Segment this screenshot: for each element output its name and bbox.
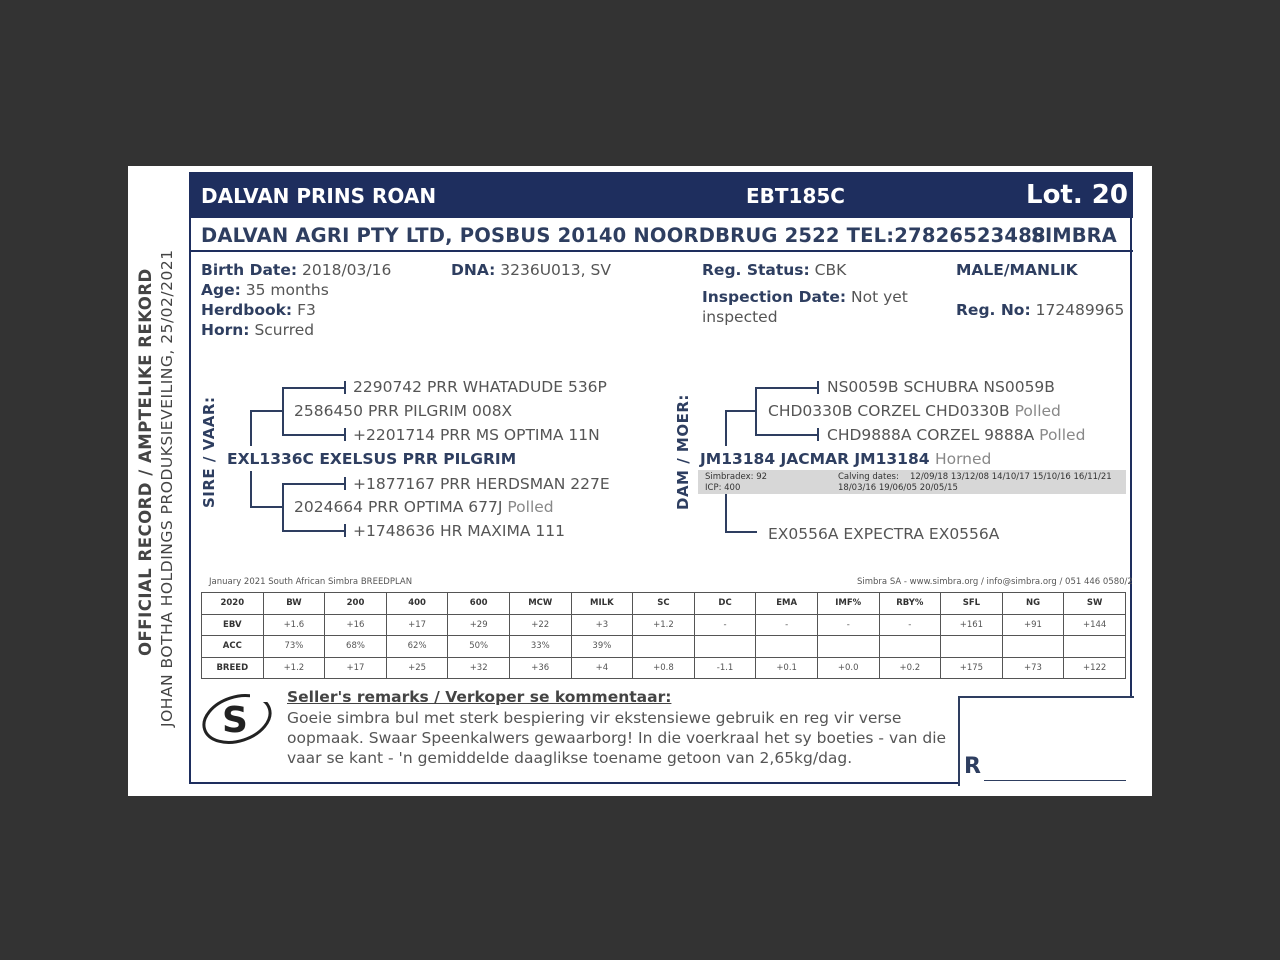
age: Age: 35 months [201, 281, 329, 299]
sire-label: SIRE / VAAR: [200, 396, 218, 508]
owner-row [189, 218, 1133, 252]
price-line [984, 780, 1126, 781]
lot-number: Lot. 20 [1026, 180, 1128, 210]
sire-sire: 2586450 PRR PILGRIM 008X [294, 402, 513, 420]
breed-avg-row: BREED +1.2 +17 +25 +32 +36 +4 +0.8 -1.1 +0.1 +0.0 +0.2 +175 +73 +122 [202, 657, 1126, 679]
auction-title-text: JOHAN BOTHA HOLDINGS PRODUKSIEVEILING, 25/02/2021 [158, 249, 176, 727]
sire-dam: 2024664 PRR OPTIMA 677J Polled [294, 498, 554, 516]
ebv-header-row: 2020 BW 200 400 600 MCW MILK SC DC EMA IMF% RBY% SFL NG SW [202, 593, 1126, 615]
calving-label: Calving dates: [838, 472, 899, 482]
title-bar [189, 172, 1133, 218]
dam-sire-sire: NS0059B SCHUBRA NS0059B [827, 378, 1055, 396]
dam-dam: EX0556A EXPECTRA EX0556A [768, 525, 1000, 543]
lot-card [128, 166, 1152, 796]
owner-details: DALVAN AGRI PTY LTD, POSBUS 20140 NOORDBRUG 2522 TEL:27826523488 [201, 224, 1046, 247]
herdbook: Herdbook: F3 [201, 301, 316, 319]
remarks-title: Seller's remarks / Verkoper se kommentaar: [287, 688, 672, 706]
simbra-logo-icon [200, 688, 274, 748]
inspection-date: Inspection Date: Not yet inspected [702, 288, 908, 326]
ebv-row: EBV +1.6 +16 +17 +29 +22 +3 +1.2 - - - - +161 +91 +144 [202, 614, 1126, 636]
birth-date: Birth Date: 2018/03/16 [201, 261, 392, 279]
dna: DNA: 3236U013, SV [451, 261, 611, 279]
horn: Horn: Scurred [201, 321, 315, 339]
calving-dates-1: 12/09/18 13/12/08 14/10/17 15/10/16 16/11/21 [910, 472, 1112, 482]
animal-tattoo: EBT185C [746, 184, 845, 208]
ebv-table [201, 592, 1126, 679]
sire-sire-dam: +2201714 PRR MS OPTIMA 11N [353, 426, 600, 444]
dam-sire-dam: CHD9888A CORZEL 9888A Polled [827, 426, 1086, 444]
simbra-contact: Simbra SA - www.simbra.org / info@simbra.org / 051 446 0580/2 [857, 577, 1133, 587]
dam-sire: CHD0330B CORZEL CHD0330B Polled [768, 402, 1061, 420]
animal-name: DALVAN PRINS ROAN [201, 184, 437, 208]
acc-row: ACC 73% 68% 62% 50% 33% 39% [202, 636, 1126, 658]
remarks-text: Goeie simbra bul met sterk bespiering vir ekstensiewe gebruik en reg vir verse oopmaak. Swaar Speenkalwers gewaarborg! In die voerkraal het sy boeties - van die vaar se kant - 'n gemiddelde daaglikse toename getoon van 2,65kg/dag. [287, 709, 947, 767]
price-currency: R [964, 754, 981, 779]
reg-status: Reg. Status: CBK [702, 261, 847, 279]
official-record-text: OFFICIAL RECORD / AMPTELIKE REKORD [136, 268, 155, 656]
breed-name: SIMBRA [1031, 224, 1117, 247]
calving-dates-2: 18/03/16 19/06/05 20/05/15 [838, 483, 958, 493]
price-box [958, 696, 1134, 786]
dam-performance-box [698, 470, 1126, 494]
details-col-1 [201, 260, 441, 340]
sex: MALE/MANLIK [956, 261, 1078, 279]
dam-label: DAM / MOER: [674, 394, 692, 510]
sire-sire-sire: 2290742 PRR WHATADUDE 536P [353, 378, 607, 396]
reg-no: Reg. No: 172489965 [956, 301, 1125, 319]
sire-dam-sire: +1877167 PRR HERDSMAN 227E [353, 475, 610, 493]
simbradex: Simbradex: 92 [705, 472, 768, 482]
svg-text:S: S [222, 700, 248, 741]
icp: ICP: 400 [705, 483, 741, 493]
sire-dam-dam: +1748636 HR MAXIMA 111 [353, 522, 565, 540]
breedplan-source: January 2021 South African Simbra BREEDPLAN [209, 577, 413, 587]
dam-name: JM13184 JACMAR JM13184 Horned [700, 450, 992, 468]
sire-name: EXL1336C EXELSUS PRR PILGRIM [227, 450, 517, 468]
